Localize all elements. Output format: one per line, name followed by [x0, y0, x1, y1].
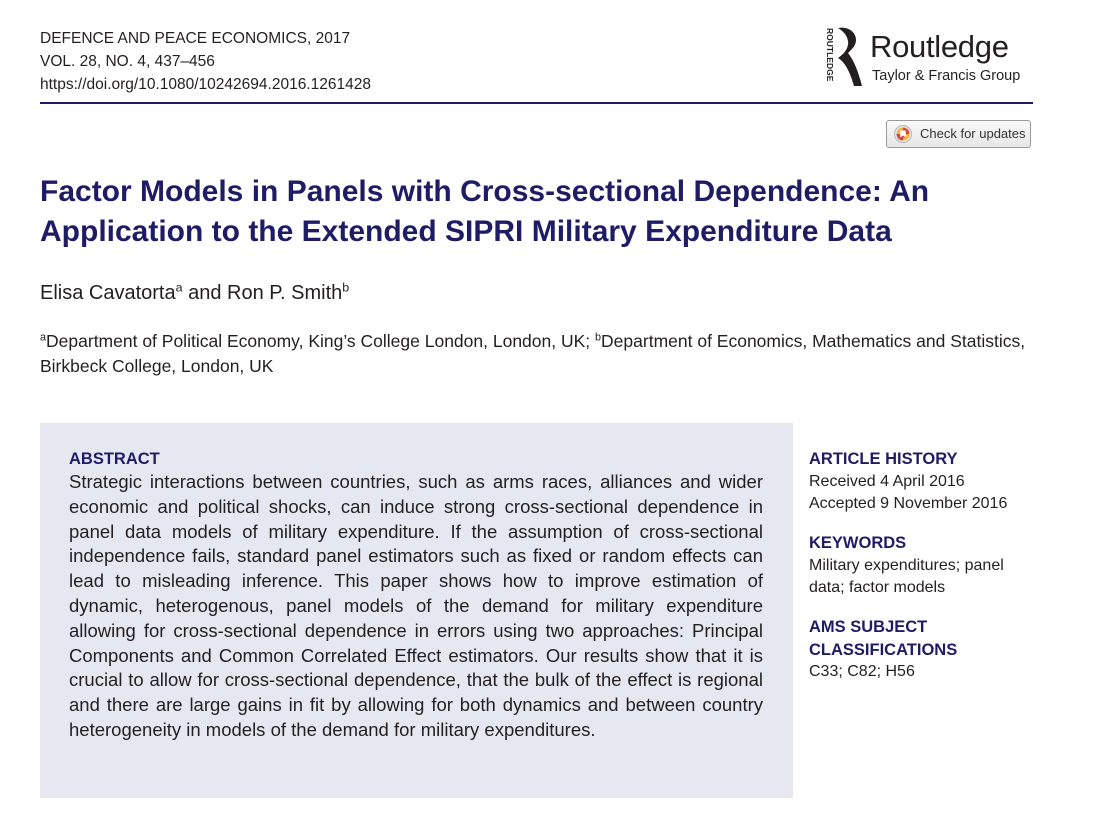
check-updates-button[interactable] — [886, 120, 1031, 148]
keywords-heading: KEYWORDS — [809, 534, 907, 552]
affiliation-birkbeck: Department of Economics, Mathematics and Statistics, Birkbeck College, London, UK — [40, 331, 1026, 376]
article-title: Factor Models in Panels with Cross-sectional Dependence: An Application to the Extended SIPRI Military Expenditure Data — [40, 175, 930, 248]
ams-heading-line1: AMS SUBJECT — [809, 618, 928, 636]
keywords-text: Military expenditures; panel data; factor models — [809, 556, 1004, 596]
journal-name-year: DEFENCE AND PEACE ECONOMICS, 2017 — [40, 30, 351, 47]
abstract-text: Strategic interactions between countries, such as arms races, alliances and wider economic and political shocks, can induce strong cross-sectional dependence in panel data models of military expenditure. If the assumption of cross-sectional independence fails, standard panel estimators such as fixed or random effects can lead to misleading inference. This paper shows how to improve estimation of dynamic, heterogenous, panel models of the demand for military expenditure allowing for cross-sectional dependence in errors using two approaches: Principal Components and Common Correlated Effect estimators. Our results show that it is crucial to allow for cross-sectional dependence, that the bulk of the effect is regional and there are large gains in fit by allowing for both dynamics and between country heterogeneity in models of the demand for military expenditures. — [69, 471, 763, 740]
ams-classifications — [809, 616, 1039, 684]
publisher-vertical-text: ROUTLEDGE — [825, 28, 835, 82]
journal-info — [40, 27, 371, 96]
ams-heading-line2: CLASSIFICATIONS — [809, 640, 958, 659]
received-date: Received 4 April 2016 — [809, 472, 965, 490]
journal-volume: VOL. 28, NO. 4, 437–456 — [40, 53, 215, 70]
publisher-name: Routledge — [870, 29, 1009, 64]
affiliation-mark: a — [40, 331, 47, 344]
journal-doi-link[interactable]: https://doi.org/10.1080/10242694.2016.1261428 — [40, 76, 371, 93]
publisher-logo — [818, 26, 1038, 92]
abstract-heading: ABSTRACT — [69, 450, 160, 468]
ams-codes: C33; C82; H56 — [809, 663, 915, 680]
affiliation-kings-college: Department of Political Economy, King’s College London, London, UK; — [46, 331, 596, 351]
author-smith[interactable]: Ron P. Smith — [227, 282, 343, 304]
affiliations — [40, 329, 1030, 379]
author-affiliation-mark: b — [342, 280, 350, 295]
accepted-date: Accepted 9 November 2016 — [809, 495, 1008, 512]
affiliation-mark: b — [595, 331, 602, 344]
check-updates-label: Check for updates — [920, 126, 1026, 141]
check-updates-icon — [894, 125, 912, 143]
header-rule — [40, 102, 1033, 104]
author-cavatorta[interactable]: Elisa Cavatorta — [40, 282, 176, 304]
article-history — [809, 448, 1039, 516]
keywords — [809, 532, 1039, 600]
article-history-heading: ARTICLE HISTORY — [809, 450, 958, 468]
author-affiliation-mark: a — [175, 280, 183, 295]
author-connector: and — [182, 282, 228, 304]
authors — [40, 282, 349, 305]
publisher-group: Taylor & Francis Group — [872, 68, 1021, 84]
routledge-logo-icon — [818, 26, 864, 90]
